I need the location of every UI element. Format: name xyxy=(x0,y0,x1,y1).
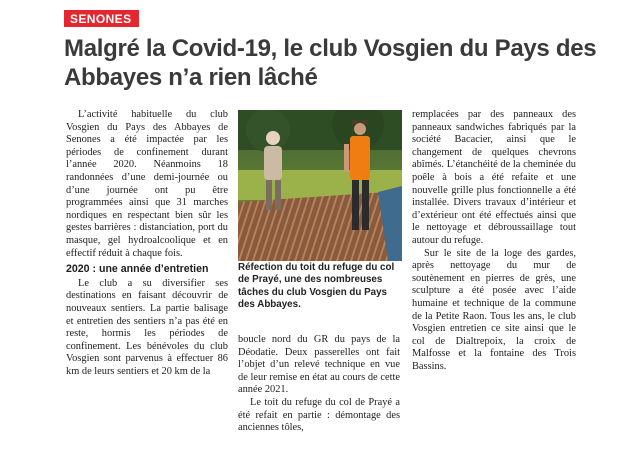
column-3 xyxy=(412,109,576,373)
refuge-roof-photo xyxy=(238,110,402,261)
column-1 xyxy=(66,109,228,378)
subheading: 2020 : une année d’entretien xyxy=(66,263,209,276)
paragraph: remplacées par des panneaux des panneaux sandwiches fabriqués par la société Bacacier, ainsi que le changement de quelques chevrons abîmés. L’étanchéité de la cheminée du poêle à bois a été refaite et une nouvelle grille plus fonctionnelle a été installée. Divers travaux d’intérieur et d’extérieur ont été effectués ainsi que le nettoyage et débroussaillage tout autour du refuge. xyxy=(412,109,576,246)
paragraph: Le club a su diversifier ses destinations en faisant découvrir de nouveaux sentiers. La partie balisage et entretien des sentiers n’a pas été en reste, hormis les périodes de confinement. Les bénévoles du club Vosgien sont parvenus à effectuer 86 km de leurs sentiers et 20 km de la xyxy=(66,277,228,377)
photo-caption: Réfection du toit du refuge du col de Prayé, une des nombreuses tâches du club Vosgien du Pays des Abbayes. xyxy=(238,262,395,311)
article-photo xyxy=(238,110,402,261)
paragraph: L’activité habituelle du club Vosgien du Pays des Abbayes de Senones a été impactée par les périodes de confinement durant l’année 2020. Néanmoins 18 randonnées d’une demi-journée ou d’une journée ont pu être programmées ainsi que 31 marches nordiques en respectant bien sûr les gestes barrières : distanciation, port du masque, gel hydroalcoolique et en effectif réduit à chaque fois. xyxy=(66,109,228,259)
column-2 xyxy=(238,334,400,435)
section-kicker: SENONES xyxy=(64,10,139,27)
paragraph: Le toit du refuge du col de Prayé a été refait en partie : démontage des anciennes tôles, xyxy=(238,396,400,434)
paragraph: boucle nord du GR du pays de la Déodatie. Deux passerelles ont fait l’objet d’un relevé technique en vue de leur remise en état au cours de cette année 2021. xyxy=(238,334,400,396)
article-headline: Malgré la Covid-19, le club Vosgien du Pays des Abbayes n’a rien lâché xyxy=(64,35,597,91)
paragraph: Sur le site de la loge des gardes, après nettoyage du mur de soutènement en pierres de grès, une sculpture a été posée avec l’aide humaine et technique de la commune de la Petite Raon. Tous les ans, le club Vosgien entretien ce site ainsi que le col de Dialtrepoix, la croix de Malfosse et la fontaine des Trois Bassins. xyxy=(412,247,576,372)
